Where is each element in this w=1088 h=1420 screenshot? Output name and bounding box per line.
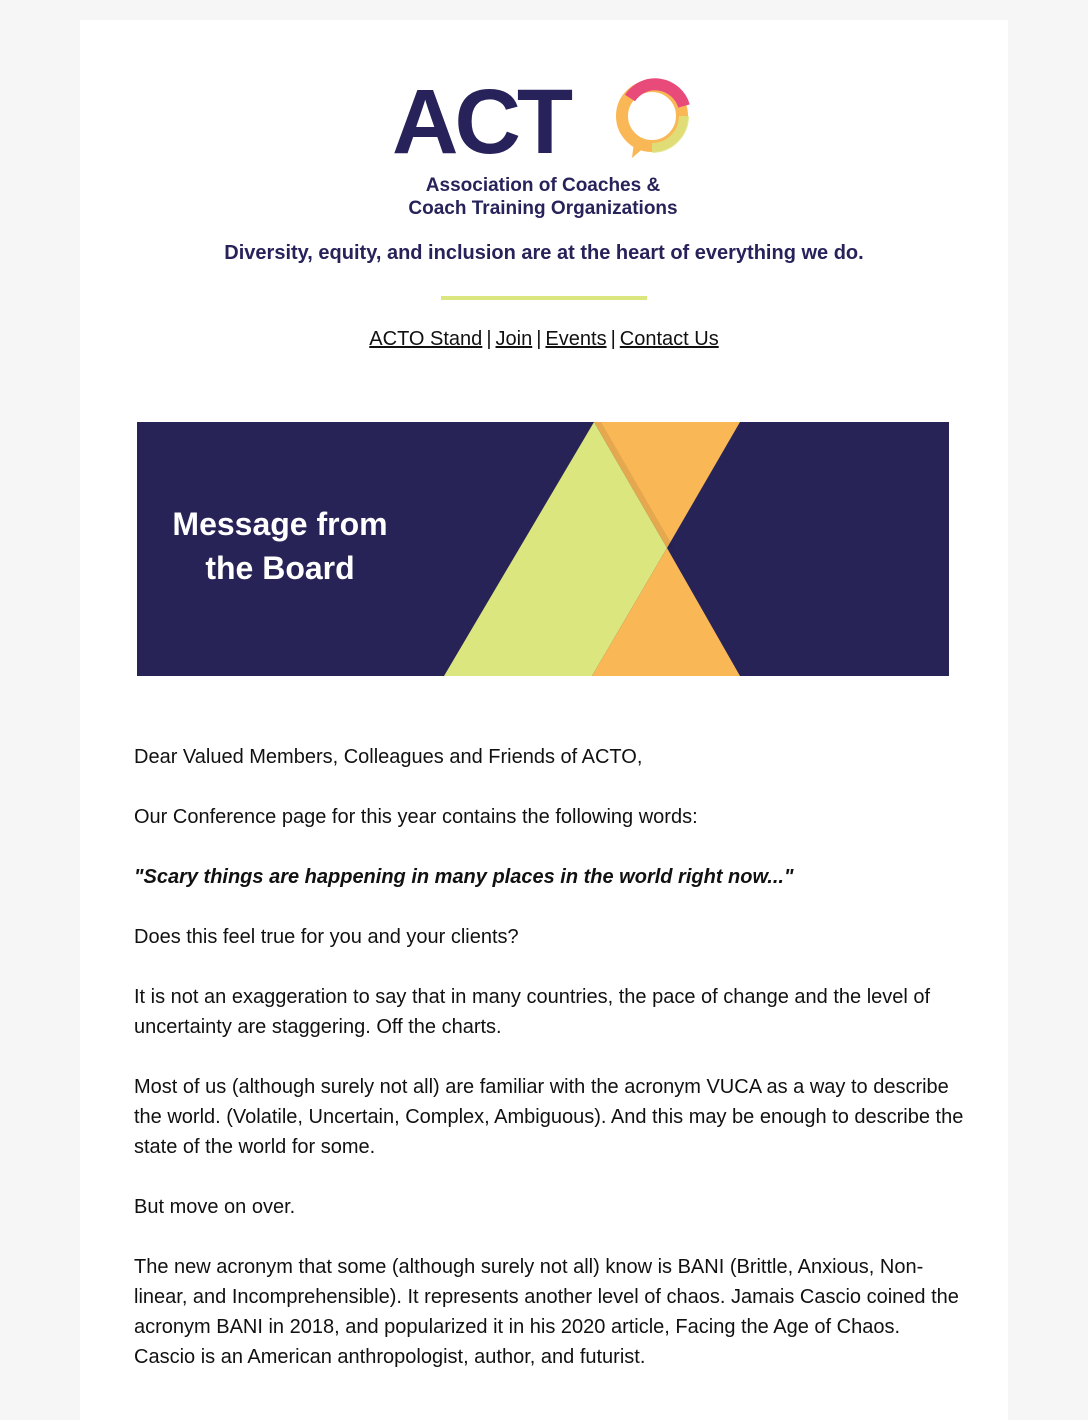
nav-separator: | <box>610 328 616 350</box>
paragraph: Does this feel true for you and your clients? <box>134 926 519 948</box>
paragraph: The new acronym that some (although surely not all) know is BANI (Brittle, Anxious, Non-linear, and Incomprehensible). It represents another level of chaos. Jamais Cascio coined the acronym BANI in 2018, and popularized it in his 2020 article, Facing the Age of Chaos. Cascio is an American anthropologist, author, and futurist. <box>134 1256 959 1368</box>
quote: "Scary things are happening in many places in the world right now..." <box>134 866 794 888</box>
paragraph: It is not an exaggeration to say that in many countries, the pace of change and the level of uncertainty are staggering. Off the charts. <box>134 986 931 1038</box>
banner-title <box>137 502 423 590</box>
divider <box>441 296 647 300</box>
nav-link-acto-stand[interactable]: ACTO Stand <box>369 328 483 350</box>
nav-link-events[interactable]: Events <box>545 328 607 350</box>
acto-logo[interactable] <box>390 71 700 219</box>
logo-speech-bubble-icon <box>612 76 698 166</box>
banner-title-line2: the Board <box>205 550 355 586</box>
logo-wordmark: ACT <box>392 71 570 173</box>
nav-separator: | <box>486 328 492 350</box>
banner-title-line1: Message from <box>172 506 388 542</box>
message-body <box>134 742 964 1402</box>
paragraph: Most of us (although surely not all) are familiar with the acronym VUCA as a way to describe the world. (Volatile, Uncertain, Complex, Ambiguous). And this may be enough to describe the state of the world for some. <box>134 1076 964 1158</box>
logo-subtitle-line2: Coach Training Organizations <box>408 198 678 219</box>
tagline: Diversity, equity, and inclusion are at the heart of everything we do. <box>224 242 864 264</box>
paragraph: But move on over. <box>134 1196 296 1218</box>
logo-subtitle-line1: Association of Coaches & <box>425 175 661 196</box>
email-page <box>80 20 1008 1420</box>
nav-link-contact-us[interactable]: Contact Us <box>619 328 719 350</box>
nav-links <box>80 328 1008 351</box>
greeting: Dear Valued Members, Colleagues and Friends of ACTO, <box>134 746 643 768</box>
board-message-banner <box>137 422 949 676</box>
nav-link-join[interactable]: Join <box>495 328 533 350</box>
paragraph: Our Conference page for this year contains the following words: <box>134 806 698 828</box>
logo-subtitle <box>390 174 696 220</box>
nav-separator: | <box>536 328 542 350</box>
